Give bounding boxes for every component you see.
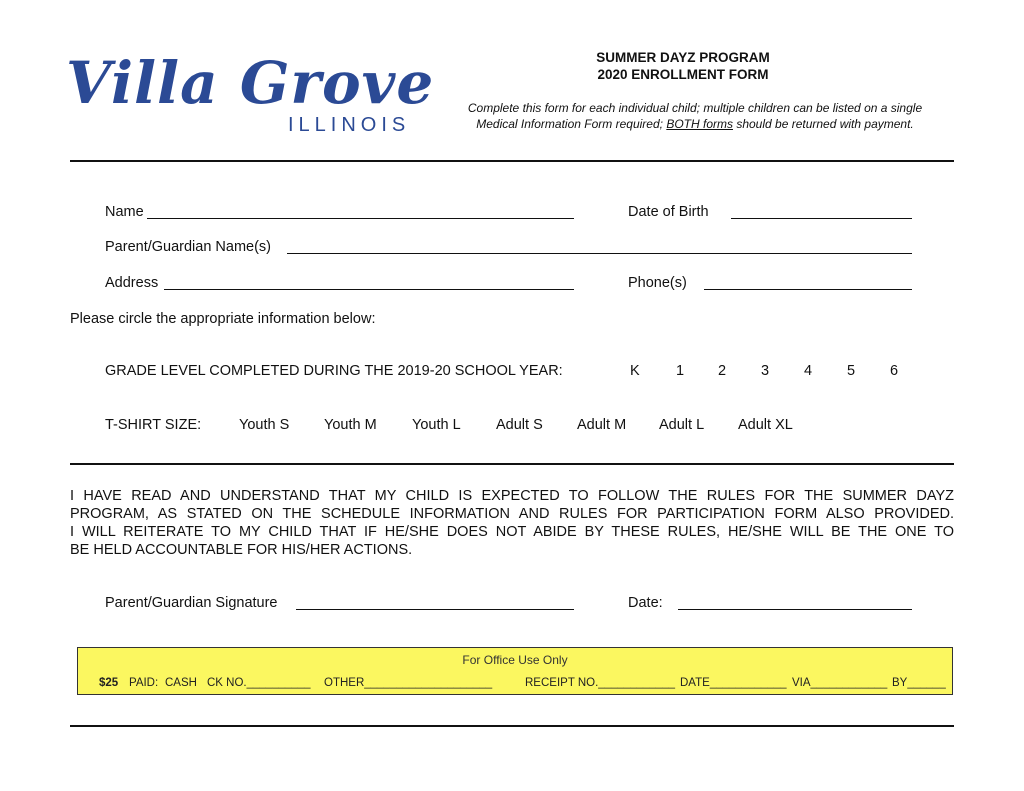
instructions-emphasis: BOTH forms (666, 117, 733, 131)
agreement-line-2: PROGRAM, AS STATED ON THE SCHEDULE INFORMATION AND RULES FOR PARTICIPATION FORM ALSO PROVIDED. (70, 506, 954, 522)
phone-field[interactable] (704, 289, 912, 290)
check-number-field[interactable]: CK NO.__________ (207, 677, 311, 689)
grade-option[interactable]: 5 (847, 363, 856, 379)
grade-option[interactable]: 1 (676, 363, 685, 379)
instructions-text: Medical Information Form required; (476, 117, 667, 131)
tshirt-option[interactable]: Adult M (577, 417, 627, 433)
instructions-line-1: Complete this form for each individual child; multiple children can be listed on a single (467, 101, 923, 115)
tshirt-label: T-SHIRT SIZE: (105, 417, 202, 433)
agreement-line-1: I HAVE READ AND UNDERSTAND THAT MY CHILD IS EXPECTED TO FOLLOW THE RULES FOR THE SUMMER DAYZ (70, 488, 954, 504)
top-divider (70, 160, 954, 162)
signature-label: Parent/Guardian Signature (105, 595, 278, 611)
grade-option[interactable]: 6 (890, 363, 899, 379)
tshirt-option[interactable]: Youth M (324, 417, 377, 433)
office-use-box (77, 647, 953, 695)
parent-name-label: Parent/Guardian Name(s) (105, 239, 272, 255)
address-label: Address (105, 275, 159, 291)
address-field[interactable] (164, 289, 574, 290)
grade-option[interactable]: 2 (718, 363, 727, 379)
agreement-line-4: BE HELD ACCOUNTABLE FOR HIS/HER ACTIONS. (70, 542, 413, 558)
logo-state: ILLINOIS (288, 114, 411, 136)
signature-field[interactable] (296, 609, 574, 610)
grade-option[interactable]: 4 (804, 363, 813, 379)
middle-divider (70, 463, 954, 465)
instructions-text-end: should be returned with payment. (732, 117, 914, 131)
tshirt-option[interactable]: Adult S (496, 417, 543, 433)
paid-label: PAID: (129, 677, 159, 689)
phone-label: Phone(s) (628, 275, 687, 291)
circle-instruction: Please circle the appropriate information below: (70, 311, 376, 327)
tshirt-option[interactable]: Adult L (659, 417, 705, 433)
dob-field[interactable] (731, 218, 912, 219)
office-date-field[interactable]: DATE____________ (680, 677, 787, 689)
instructions-line-2 (440, 117, 950, 132)
agreement-line-3: I WILL REITERATE TO MY CHILD THAT IF HE/SHE DOES NOT ABIDE BY THESE RULES, HE/SHE WILL BE THE ONE TO (70, 524, 954, 540)
grade-option[interactable]: 3 (761, 363, 770, 379)
name-label: Name (105, 204, 144, 220)
cash-option[interactable]: CASH (165, 677, 197, 689)
tshirt-option[interactable]: Youth L (412, 417, 461, 433)
signature-date-field[interactable] (678, 609, 912, 610)
logo-wordmark: Villa Grove (66, 49, 435, 117)
tshirt-option[interactable]: Youth S (239, 417, 290, 433)
office-use-title: For Office Use Only (462, 653, 568, 667)
other-field[interactable]: OTHER____________________ (324, 677, 493, 689)
via-field[interactable]: VIA____________ (792, 677, 888, 689)
grade-option[interactable]: K (630, 363, 640, 379)
program-title: SUMMER DAYZ PROGRAM (596, 50, 770, 65)
grade-label: GRADE LEVEL COMPLETED DURING THE 2019-20 SCHOOL YEAR: (105, 363, 563, 379)
parent-name-field[interactable] (287, 253, 912, 254)
fee-amount: $25 (99, 677, 119, 689)
form-title: 2020 ENROLLMENT FORM (597, 67, 769, 82)
signature-date-label: Date: (628, 595, 663, 611)
tshirt-option[interactable]: Adult XL (738, 417, 793, 433)
villa-grove-logo (66, 48, 435, 136)
bottom-divider (70, 725, 954, 727)
dob-label: Date of Birth (628, 204, 709, 220)
receipt-number-field[interactable]: RECEIPT NO.____________ (525, 677, 676, 689)
by-field[interactable]: BY______ (892, 677, 946, 689)
name-field[interactable] (147, 218, 574, 219)
